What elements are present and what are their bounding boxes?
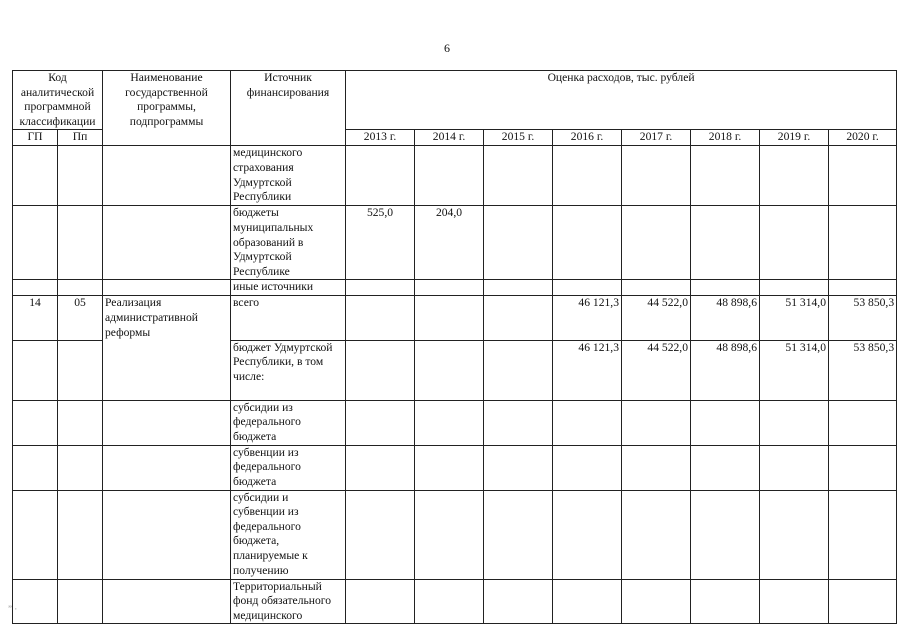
value-cell: 46 121,3 [553,296,622,340]
source-cell: Территориальный фонд обязательного медицинского [231,579,346,624]
gp-cell [13,579,58,624]
value-cell [484,146,553,206]
value-cell [415,146,484,206]
source-cell: субсидии из федерального бюджета [231,400,346,445]
value-cell: 53 850,3 [829,340,897,400]
value-cell [691,206,760,280]
value-cell [829,206,897,280]
value-cell [415,490,484,579]
header-year: 2016 г. [553,130,622,146]
value-cell [622,445,691,490]
gp-cell [13,206,58,280]
source-cell: субсидии и субвенции из федерального бюджета, планируемые к получению [231,490,346,579]
value-cell: 204,0 [415,206,484,280]
table-row [13,445,897,490]
value-cell [691,280,760,296]
header-estimate: Оценка расходов, тыс. рублей [346,71,897,130]
value-cell [760,280,829,296]
value-cell [622,146,691,206]
value-cell [553,146,622,206]
source-cell: бюджеты муниципальных образований в Удмуртской Республике [231,206,346,280]
value-cell [484,445,553,490]
value-cell [760,146,829,206]
program-name-cell [103,579,231,624]
value-cell [553,280,622,296]
expenditure-table [12,70,897,624]
value-cell [622,490,691,579]
pp-cell [58,146,103,206]
source-cell: всего [231,296,346,340]
header-name: Наименование государственной программы, подпрограммы [103,71,231,146]
table-row [13,280,897,296]
value-cell [415,445,484,490]
gp-cell [13,445,58,490]
header-code-group: Код аналитической программной классификации [13,71,103,130]
pp-cell [58,400,103,445]
header-year: 2017 г. [622,130,691,146]
header-year: 2015 г. [484,130,553,146]
value-cell [829,280,897,296]
value-cell [553,490,622,579]
table-row [13,296,897,340]
value-cell [553,445,622,490]
value-cell [484,280,553,296]
program-name-cell [103,280,231,296]
value-cell [484,340,553,400]
gp-cell: 14 [13,296,58,340]
table-row [13,206,897,280]
value-cell [346,296,415,340]
table-row [13,400,897,445]
value-cell: 48 898,6 [691,296,760,340]
value-cell [760,490,829,579]
page-number: 6 [444,41,450,55]
source-cell: субвенции из федерального бюджета [231,445,346,490]
header-source: Источник финансирования [231,71,346,146]
program-name-cell [103,490,231,579]
program-name-cell [103,146,231,206]
value-cell [346,146,415,206]
scan-artifact: ” ⋅ [8,604,18,614]
value-cell [553,579,622,624]
value-cell [484,490,553,579]
header-year: 2013 г. [346,130,415,146]
pp-cell [58,490,103,579]
value-cell: 44 522,0 [622,296,691,340]
value-cell: 48 898,6 [691,340,760,400]
value-cell: 51 314,0 [760,340,829,400]
value-cell [760,400,829,445]
value-cell [346,490,415,579]
table-row [13,579,897,624]
value-cell [484,206,553,280]
source-cell: медицинского страхования Удмуртской Республики [231,146,346,206]
gp-cell [13,146,58,206]
value-cell [829,146,897,206]
value-cell [829,445,897,490]
value-cell [553,206,622,280]
value-cell [484,579,553,624]
gp-cell [13,340,58,400]
header-gp: ГП [13,130,58,146]
program-name-cell [103,206,231,280]
header-year: 2014 г. [415,130,484,146]
pp-cell [58,206,103,280]
value-cell [829,400,897,445]
value-cell: 525,0 [346,206,415,280]
value-cell [760,206,829,280]
pp-cell [58,445,103,490]
table-row [13,340,897,400]
value-cell [691,400,760,445]
value-cell: 46 121,3 [553,340,622,400]
header-year: 2019 г. [760,130,829,146]
value-cell [346,400,415,445]
value-cell [346,340,415,400]
value-cell: 53 850,3 [829,296,897,340]
value-cell [622,579,691,624]
program-name-cell [103,445,231,490]
source-cell: иные источники [231,280,346,296]
value-cell [622,206,691,280]
program-name-cell [103,340,231,400]
value-cell [691,579,760,624]
value-cell [691,490,760,579]
pp-cell [58,280,103,296]
value-cell [622,280,691,296]
value-cell [415,400,484,445]
pp-cell: 05 [58,296,103,340]
table-row [13,490,897,579]
value-cell [829,490,897,579]
value-cell [484,400,553,445]
value-cell [346,579,415,624]
pp-cell [58,340,103,400]
table-row [13,146,897,206]
value-cell [415,579,484,624]
value-cell [346,445,415,490]
header-year: 2018 г. [691,130,760,146]
value-cell [484,296,553,340]
value-cell: 44 522,0 [622,340,691,400]
program-name-cell [103,400,231,445]
value-cell [415,296,484,340]
gp-cell [13,400,58,445]
gp-cell [13,490,58,579]
value-cell [415,340,484,400]
value-cell [415,280,484,296]
value-cell [622,400,691,445]
pp-cell [58,579,103,624]
value-cell [691,146,760,206]
header-year: 2020 г. [829,130,897,146]
value-cell [829,579,897,624]
value-cell [346,280,415,296]
program-name-cell: Реализация административной реформы [103,296,231,340]
value-cell [553,400,622,445]
value-cell [760,445,829,490]
header-pp: Пп [58,130,103,146]
gp-cell [13,280,58,296]
value-cell [760,579,829,624]
value-cell: 51 314,0 [760,296,829,340]
value-cell [691,445,760,490]
source-cell: бюджет Удмуртской Республики, в том числе: [231,340,346,400]
